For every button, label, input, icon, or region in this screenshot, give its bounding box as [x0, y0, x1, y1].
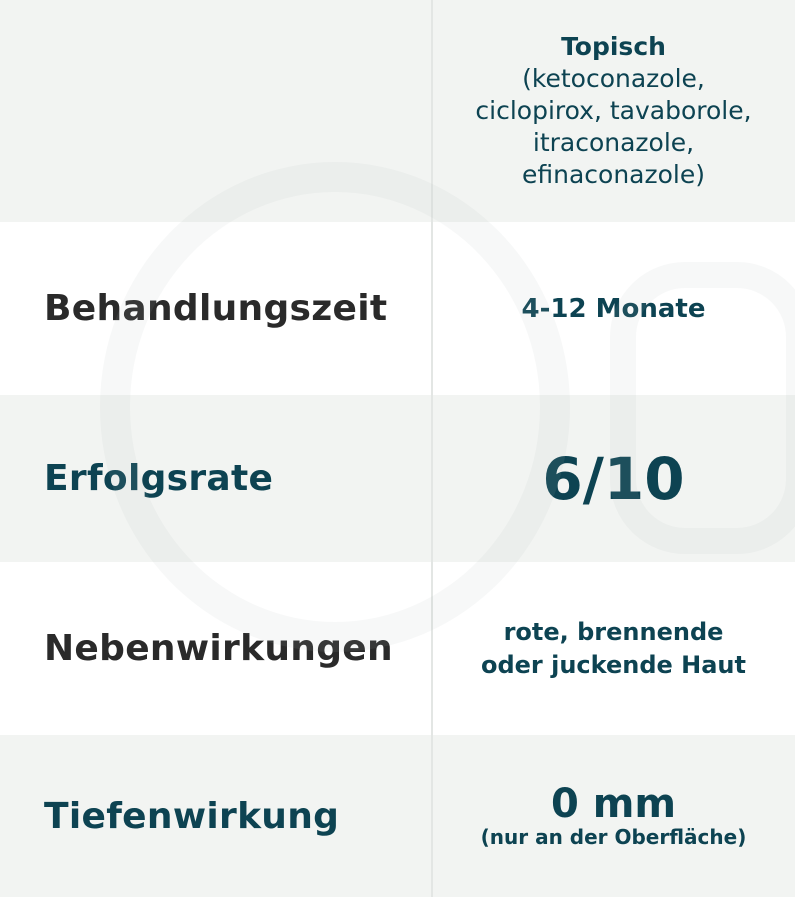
- column-title: Topisch: [561, 32, 666, 61]
- row-value: 0 mm: [550, 781, 677, 827]
- row-nebenwirkungen: [0, 562, 795, 735]
- row-tiefenwirkung: [0, 735, 795, 897]
- column-subtitle-line: itraconazole,: [532, 128, 695, 157]
- header-row: [0, 0, 795, 222]
- header-cell-topisch: [432, 0, 795, 222]
- header-empty-cell: [0, 0, 432, 222]
- row-label: Erfolgsrate: [44, 458, 274, 499]
- row-value-cell: [432, 222, 795, 395]
- row-label-cell: [0, 735, 432, 897]
- row-label: Nebenwirkungen: [44, 628, 393, 669]
- column-divider: [431, 0, 433, 897]
- row-value-line: oder juckende Haut: [480, 650, 746, 679]
- column-subtitle-line: efinaconazole): [522, 160, 705, 189]
- row-label: Tiefenwirkung: [44, 795, 340, 837]
- row-value-note: (nur an der Oberfläche): [480, 825, 747, 849]
- column-subtitle-line: ciclopirox, tavaborole,: [475, 96, 752, 125]
- row-behandlungszeit: [0, 222, 795, 395]
- row-value-line: rote, brennende: [503, 617, 724, 646]
- row-value-cell: [432, 562, 795, 735]
- row-label-cell: [0, 562, 432, 735]
- row-label-cell: [0, 222, 432, 395]
- row-value-cell: [432, 395, 795, 562]
- column-subtitle-line: (ketoconazole,: [522, 64, 705, 93]
- row-value: 6/10: [542, 444, 685, 513]
- row-label-cell: [0, 395, 432, 562]
- row-label: Behandlungszeit: [44, 288, 388, 329]
- row-value: 4-12 Monate: [521, 293, 706, 324]
- row-value-cell: [432, 735, 795, 897]
- row-erfolgsrate: [0, 395, 795, 562]
